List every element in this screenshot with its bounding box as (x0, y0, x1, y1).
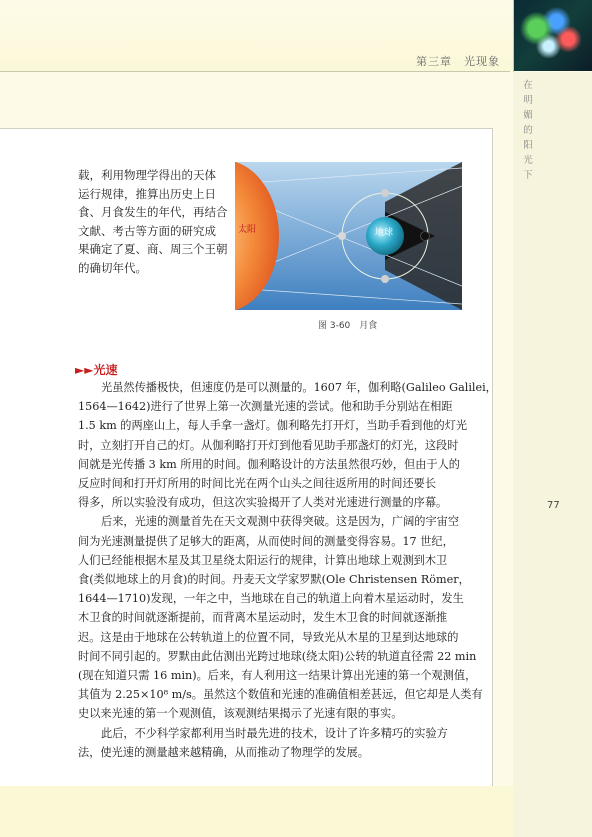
text-line: 食、月食发生的年代，再结合 (78, 205, 228, 220)
text-line: 得多，所以实验没有成功，但这次实验揭开了人类对光速进行测量的序幕。 (78, 496, 448, 510)
text-line: 其值为 2.25×10⁸ m/s。虽然这个数值和光速的准确值相差甚远，但它却是人类有 (78, 688, 483, 702)
text-line: 此后，不少科学家都利用当时最先进的技术，设计了许多精巧的实验方 (101, 726, 448, 740)
text-line: 后来，光速的测量首先在天文观测中获得突破。这是因为，广阔的宇宙空 (101, 515, 460, 529)
text-line: 食(类似地球上的月食)的时间。丹麦天文学家罗默(Ole Christensen Römer， (78, 573, 470, 587)
side-title-char: 明 (523, 95, 533, 106)
moon-top (381, 189, 389, 197)
sun-label: 太阳 (238, 225, 257, 235)
figure-caption: 图 3-60 月食 (318, 321, 378, 331)
text-line: 木卫食的时间就逐渐提前，而背离木星运动时，发生木卫食的时间就逐渐推 (78, 611, 448, 625)
lunar-eclipse-figure (235, 162, 462, 310)
side-title-char: 下 (523, 170, 533, 181)
text-line: 间就是光传播 3 km 所用的时间。伽利略设计的方法虽然很巧妙，但由于人的 (78, 457, 460, 471)
text-line: 果确定了夏、商、周三个王朝 (78, 242, 228, 257)
side-chapter-title (521, 78, 535, 183)
text-line: (现在知道只需 16 min)。后来，有人利用这一结果计算出光速的第一个观测值， (78, 669, 477, 683)
text-line: 史以来光速的第一个观测值，该观测结果揭示了光速有限的事实。 (78, 707, 403, 721)
text-line: 时，立刻打开自己的灯。从伽利略打开灯到他看见助手那盏灯的灯光，这段时 (78, 438, 459, 452)
side-title-char: 媚 (523, 110, 533, 121)
text-line: 光虽然传播极快，但速度仍是可以测量的。1607 年，伽利略(Galileo Galilei， (101, 381, 497, 394)
bottom-band (0, 786, 513, 837)
earth-label: 地球 (375, 228, 394, 238)
chapter-title: 第三章 光现象 (416, 55, 500, 68)
moon-bottom (381, 275, 389, 283)
side-title-char: 在 (523, 80, 533, 91)
section-heading (75, 361, 117, 378)
text-line: 1564—1642)进行了世界上第一次测量光速的尝试。他和助手分别站在相距 (78, 400, 453, 414)
header-divider (0, 71, 510, 72)
side-title-char: 阳 (523, 140, 533, 151)
side-title-char: 的 (523, 125, 533, 136)
body-text (78, 378, 497, 762)
text-line: 时间不同引起的。罗默由此估测出光跨过地球(绕太阳)公转的轨道直径需 22 min (78, 649, 477, 663)
text-line: 法，使光速的测量越来越精确，从而推动了物理学的发展。 (78, 745, 369, 759)
moon-left (338, 232, 346, 240)
text-line: 反应时间和打开灯所用的时间比光在两个山头之间往返所用的时间还要长 (78, 477, 437, 491)
text-line: 运行规律，推算出历史上日 (78, 186, 216, 201)
side-margin (513, 72, 592, 837)
text-line: 的确切年代。 (78, 260, 147, 275)
text-line: 人们已经能根据木星及其卫星绕太阳运行的规律，计算出地球上观测到木卫 (78, 553, 448, 567)
text-line: 1.5 km 的两座山上，每人手拿一盏灯。伽利略先打开灯，当助手看到他的灯光 (78, 419, 468, 433)
corner-photo (513, 0, 592, 71)
moon-eclipsed (421, 232, 430, 241)
text-line: 间为光速测量提供了足够大的距离，从而使时间的测量变得容易。17 世纪， (78, 534, 454, 548)
intro-paragraph (78, 166, 238, 278)
text-line: 1644—1710)发现，一年之中，当地球在自己的轨道上向着木星运动时，发生 (78, 592, 464, 606)
text-line: 载，利用物理学得出的天体 (78, 168, 216, 182)
section-title: 光速 (93, 363, 118, 377)
section-marker: ►► (75, 363, 94, 377)
text-line: 文献、考古等方面的研究成 (78, 223, 216, 238)
side-title-char: 光 (523, 155, 533, 166)
page-number: 77 (547, 500, 560, 511)
text-line: 迟。这是由于地球在公转轨道上的位置不同，导致光从木星的卫星到达地球的 (78, 630, 459, 644)
